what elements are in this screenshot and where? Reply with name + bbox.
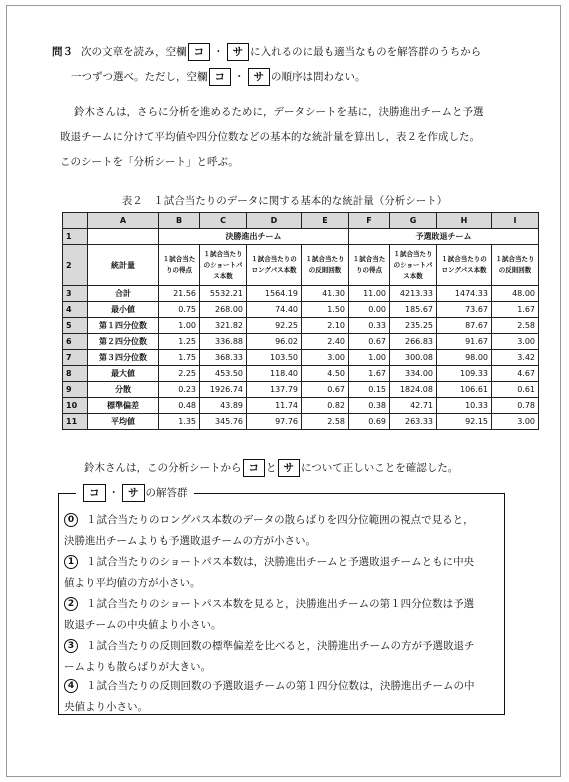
row-number: 5 — [63, 318, 88, 334]
answer-choice-2[interactable] — [64, 594, 502, 636]
sub-header: １試合当たりの反則回数 — [302, 245, 349, 286]
value-cell: 92.15 — [437, 414, 492, 430]
value-cell: 1.67 — [349, 366, 390, 382]
value-cell: 73.67 — [437, 302, 492, 318]
value-cell: 300.08 — [390, 350, 437, 366]
stat-name-cell: 最小値 — [88, 302, 159, 318]
value-cell: 1926.74 — [200, 382, 247, 398]
sub-header: １試合当たりの反則回数 — [492, 245, 539, 286]
row-number: 9 — [63, 382, 88, 398]
col-letter: G — [390, 213, 437, 229]
value-cell: 43.89 — [200, 398, 247, 414]
choice-number: 2 — [64, 597, 78, 611]
stat-name-cell: 合計 — [88, 286, 159, 302]
value-cell: 0.38 — [349, 398, 390, 414]
value-cell: 10.33 — [437, 398, 492, 414]
value-cell: 11.00 — [349, 286, 390, 302]
blank-sa: サ — [278, 459, 301, 477]
choice-text: ームよりも散らばりが大きい。 — [64, 661, 211, 673]
value-cell: 1.67 — [492, 302, 539, 318]
value-cell: 41.30 — [302, 286, 349, 302]
table-caption: 表２ １試合当たりのデータに関する基本的な統計量（分析シート） — [121, 195, 448, 207]
table-row — [63, 350, 539, 366]
sub-header: １試合当たりの得点 — [159, 245, 200, 286]
col-letter: B — [159, 213, 200, 229]
blank-sa: サ — [122, 484, 145, 502]
question-line2-post: の順序は問わない。 — [271, 71, 366, 83]
value-cell: 3.42 — [492, 350, 539, 366]
value-cell: 0.00 — [349, 302, 390, 318]
separator: ・ — [234, 71, 245, 83]
value-cell: 0.15 — [349, 382, 390, 398]
sub-header: １試合当たりのショートパス本数 — [390, 245, 437, 286]
row-number: 6 — [63, 334, 88, 350]
choice-number: 4 — [64, 679, 78, 693]
value-cell: 91.67 — [437, 334, 492, 350]
para-line-1: 鈴木さんは，さらに分析を進めるために，データシートを基に，決勝進出チームと予選 — [74, 106, 484, 118]
value-cell: 87.67 — [437, 318, 492, 334]
sub-header: １試合当たりのロングパス本数 — [247, 245, 302, 286]
group-eliminated: 予選敗退チーム — [349, 229, 539, 245]
value-cell: 266.83 — [390, 334, 437, 350]
choice-text: １試合当たりの反則回数の標準偏差を比べると，決勝進出チームの方が予選敗退チ — [86, 640, 475, 652]
table-row — [63, 302, 539, 318]
table-row — [63, 286, 539, 302]
stat-name-cell: 標準偏差 — [88, 398, 159, 414]
value-cell: 109.33 — [437, 366, 492, 382]
value-cell: 2.58 — [492, 318, 539, 334]
value-cell: 4213.33 — [390, 286, 437, 302]
value-cell: 5532.21 — [200, 286, 247, 302]
stats-table — [62, 212, 539, 430]
value-cell: 1824.08 — [390, 382, 437, 398]
choice-text: 決勝進出チームよりも予選敗退チームの方が小さい。 — [64, 535, 316, 547]
value-cell: 48.00 — [492, 286, 539, 302]
question-text — [52, 40, 522, 90]
value-cell: 1.25 — [159, 334, 200, 350]
stat-name-cell: 第３四分位数 — [88, 350, 159, 366]
stat-name-cell: 第２四分位数 — [88, 334, 159, 350]
stat-name-cell: 第１四分位数 — [88, 318, 159, 334]
value-cell: 106.61 — [437, 382, 492, 398]
group-finalist: 決勝進出チーム — [159, 229, 349, 245]
stat-name-cell: 分散 — [88, 382, 159, 398]
value-cell: 96.02 — [247, 334, 302, 350]
value-cell: 3.00 — [492, 334, 539, 350]
value-cell: 103.50 — [247, 350, 302, 366]
row-number: 1 — [63, 229, 88, 245]
value-cell: 137.79 — [247, 382, 302, 398]
value-cell: 334.00 — [390, 366, 437, 382]
para-line-2: 敗退チームに分けて平均値や四分位数などの基本的な統計量を算出し，表２を作成した。 — [60, 131, 480, 143]
value-cell: 0.67 — [302, 382, 349, 398]
table-row — [63, 334, 539, 350]
question-number: 問３ — [52, 46, 73, 58]
question-line1-post: に入れるのに最も適当なものを解答群のうちから — [250, 46, 482, 58]
choice-number: 3 — [64, 639, 78, 653]
stat-label: 統計量 — [88, 245, 159, 286]
value-cell: 2.58 — [302, 414, 349, 430]
value-cell: 11.74 — [247, 398, 302, 414]
value-cell: 1.75 — [159, 350, 200, 366]
row-number: 10 — [63, 398, 88, 414]
column-letter-row — [63, 213, 539, 229]
choice-text: １試合当たりのショートパス本数は，決勝進出チームと予選敗退チームともに中央 — [86, 556, 475, 568]
separator: ・ — [213, 46, 224, 58]
value-cell: 321.82 — [200, 318, 247, 334]
stat-name-cell: 平均値 — [88, 414, 159, 430]
para-line-3: このシートを「分析シート」と呼ぶ。 — [60, 156, 239, 168]
col-letter: E — [302, 213, 349, 229]
value-cell: 1474.33 — [437, 286, 492, 302]
blank-ko: コ — [243, 459, 266, 477]
choice-text: 央値より小さい。 — [64, 701, 148, 713]
table-row — [63, 414, 539, 430]
sub-header: １試合当たりのショートパス本数 — [200, 245, 247, 286]
value-cell: 0.67 — [349, 334, 390, 350]
value-cell: 185.67 — [390, 302, 437, 318]
col-letter: H — [437, 213, 492, 229]
row-number: 4 — [63, 302, 88, 318]
value-cell: 368.33 — [200, 350, 247, 366]
question-line-2 — [52, 65, 522, 90]
value-cell: 1.35 — [159, 414, 200, 430]
value-cell: 42.71 — [390, 398, 437, 414]
value-cell: 2.25 — [159, 366, 200, 382]
choice-text: １試合当たりのロングパス本数のデータの散らばりを四分位範囲の視点で見ると， — [86, 514, 474, 526]
blank-sa: サ — [227, 43, 250, 61]
col-letter: D — [247, 213, 302, 229]
value-cell: 336.88 — [200, 334, 247, 350]
table-row — [63, 318, 539, 334]
value-cell: 0.33 — [349, 318, 390, 334]
value-cell: 0.78 — [492, 398, 539, 414]
row-number: 3 — [63, 286, 88, 302]
value-cell: 3.00 — [492, 414, 539, 430]
blank-ko: コ — [188, 43, 211, 61]
choice-text: １試合当たりの反則回数の予選敗退チームの第１四分位数は，決勝進出チームの中 — [86, 680, 475, 692]
choice-number: 1 — [64, 555, 78, 569]
question-line-1 — [52, 40, 522, 65]
value-cell: 74.40 — [247, 302, 302, 318]
blank-sa: サ — [248, 68, 271, 86]
table-row — [63, 366, 539, 382]
separator: ・ — [108, 487, 119, 499]
value-cell: 98.00 — [437, 350, 492, 366]
empty-cell — [88, 229, 159, 245]
value-cell: 1.50 — [302, 302, 349, 318]
value-cell: 235.25 — [390, 318, 437, 334]
row-number: 7 — [63, 350, 88, 366]
answer-choice-3[interactable] — [64, 636, 502, 678]
value-cell: 1.00 — [159, 318, 200, 334]
answer-group-label — [76, 484, 194, 502]
value-cell: 0.75 — [159, 302, 200, 318]
value-cell: 0.48 — [159, 398, 200, 414]
question-line2-pre: 一つずつ選べ。ただし，空欄 — [71, 71, 208, 83]
value-cell: 97.76 — [247, 414, 302, 430]
corner-cell — [63, 213, 88, 229]
check-post: について正しいことを確認した。 — [301, 462, 459, 474]
value-cell: 2.40 — [302, 334, 349, 350]
answer-choice-0[interactable] — [64, 510, 502, 552]
answer-group-label-text: の解答群 — [145, 487, 188, 499]
choice-text: 敗退チームの中央値より小さい。 — [64, 619, 222, 631]
question-line1-pre: 次の文章を読み，空欄 — [81, 46, 187, 58]
choice-text: １試合当たりのショートパス本数を見ると，決勝進出チームの第１四分位数は予選 — [86, 598, 475, 610]
value-cell: 4.50 — [302, 366, 349, 382]
row-number: 8 — [63, 366, 88, 382]
value-cell: 1564.19 — [247, 286, 302, 302]
col-letter: C — [200, 213, 247, 229]
value-cell: 3.00 — [302, 350, 349, 366]
value-cell: 345.76 — [200, 414, 247, 430]
check-pre: 鈴木さんは，この分析シートから — [84, 462, 242, 474]
value-cell: 268.00 — [200, 302, 247, 318]
answer-choice-4[interactable] — [64, 676, 502, 718]
intro-paragraph — [60, 100, 522, 175]
value-cell: 0.61 — [492, 382, 539, 398]
blank-ko: コ — [209, 68, 232, 86]
value-cell: 4.67 — [492, 366, 539, 382]
value-cell: 0.23 — [159, 382, 200, 398]
check-mid: と — [266, 462, 277, 474]
col-letter: I — [492, 213, 539, 229]
value-cell: 92.25 — [247, 318, 302, 334]
row-number: 2 — [63, 245, 88, 286]
value-cell: 453.50 — [200, 366, 247, 382]
value-cell: 2.10 — [302, 318, 349, 334]
value-cell: 21.56 — [159, 286, 200, 302]
col-letter: F — [349, 213, 390, 229]
stat-name-cell: 最大値 — [88, 366, 159, 382]
blank-ko: コ — [83, 484, 106, 502]
value-cell: 118.40 — [247, 366, 302, 382]
sub-header: １試合当たりのロングパス本数 — [437, 245, 492, 286]
row-number: 11 — [63, 414, 88, 430]
table-row — [63, 398, 539, 414]
choice-number: 0 — [64, 513, 78, 527]
value-cell: 0.82 — [302, 398, 349, 414]
value-cell: 1.00 — [349, 350, 390, 366]
sub-header: １試合当たりの得点 — [349, 245, 390, 286]
col-letter: A — [88, 213, 159, 229]
sub-header-row — [63, 245, 539, 286]
value-cell: 0.69 — [349, 414, 390, 430]
value-cell: 263.33 — [390, 414, 437, 430]
choice-text: 値より平均値の方が小さい。 — [64, 577, 201, 589]
check-sentence — [84, 458, 458, 478]
answer-choice-1[interactable] — [64, 552, 502, 594]
table-row — [63, 382, 539, 398]
group-header-row — [63, 229, 539, 245]
